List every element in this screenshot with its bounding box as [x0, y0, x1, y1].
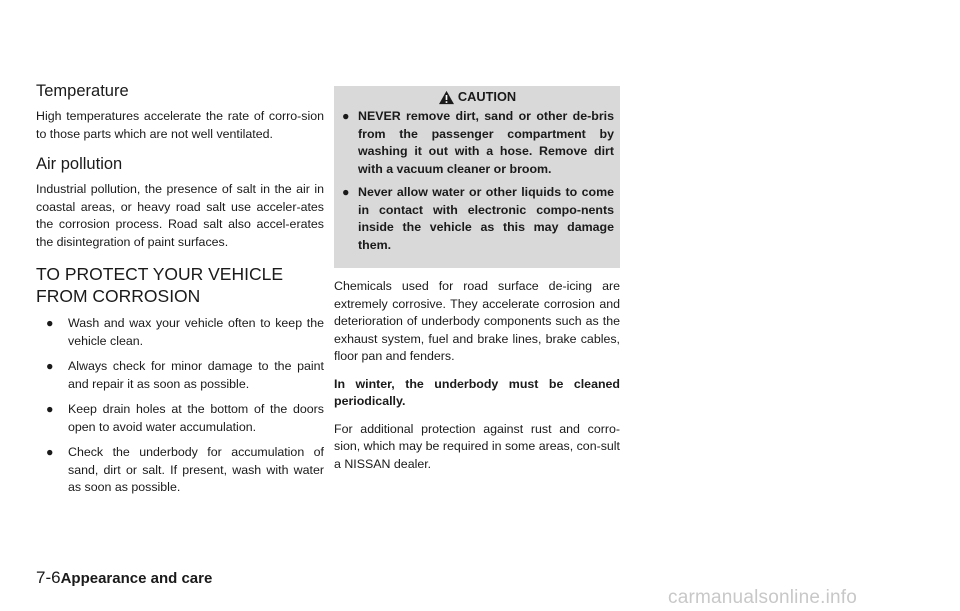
bullet-text: Always check for minor damage to the paint and repair it as soon as possible. [68, 359, 324, 391]
winter-text: In winter, the underbody must be cleaned periodically. [334, 376, 620, 408]
chapter-title: Appearance and care [60, 570, 213, 587]
protect-section-heading [36, 263, 324, 307]
additional-protection-text: For additional protection against rust and corro-sion, which may be required in some areas, con-sult a NISSAN dealer. [334, 421, 620, 471]
page-footer [36, 568, 212, 588]
warning-triangle-icon [438, 90, 455, 105]
air-pollution-heading: Air pollution [36, 155, 123, 173]
temperature-text: High temperatures accelerate the rate of corro-sion to those parts which are not well ventilated. [36, 109, 324, 141]
caution-list [340, 108, 614, 254]
list-item [46, 315, 324, 350]
bullet-text: Check the underbody for accumulation of sand, dirt or salt. If present, wash with water as soon as possible. [68, 445, 324, 494]
protect-heading-line1: TO PROTECT YOUR VEHICLE [36, 264, 283, 284]
caution-header [340, 86, 614, 108]
caution-item-text: Never allow water or other liquids to come in contact with electronic compo-nents inside the vehicle as this may damage them. [358, 185, 614, 252]
list-item [46, 358, 324, 393]
protect-bullet-list [36, 315, 324, 497]
bullet-icon: ● [46, 445, 54, 459]
list-item [46, 401, 324, 436]
protect-heading-line2: FROM CORROSION [36, 286, 201, 306]
caution-box [334, 86, 620, 268]
deicing-text: Chemicals used for road surface de-icing are extremely corrosive. They accelerate corrosion and deterioration of underbody components such as the exhaust system, fuel and brake lines, brake cables, floor pan and fenders. [334, 279, 620, 363]
bullet-icon: ● [342, 109, 350, 123]
list-item [340, 184, 614, 254]
bullet-icon: ● [46, 402, 54, 416]
caution-title: CAUTION [457, 89, 517, 104]
page-number: 7-6 [36, 568, 61, 587]
right-column [334, 86, 620, 483]
bullet-text: Wash and wax your vehicle often to keep the vehicle clean. [68, 316, 324, 348]
list-item [340, 108, 614, 178]
watermark: carmanualsonline.info [668, 587, 858, 608]
air-pollution-text: Industrial pollution, the presence of salt in the air in coastal areas, or heavy road salt use acceler-ates the corrosion process. Road salt also accel-erates the disintegration of paint surfaces. [36, 182, 324, 249]
bullet-text: Keep drain holes at the bottom of the doors open to avoid water accumulation. [68, 402, 324, 434]
bullet-icon: ● [342, 185, 350, 199]
temperature-heading: Temperature [36, 82, 129, 100]
caution-item-text: NEVER remove dirt, sand or other de-bris from the passenger compartment by washing it out with a hose. Remove dirt with a vacuum cleaner or broom. [358, 109, 614, 176]
bullet-icon: ● [46, 316, 54, 330]
list-item [46, 444, 324, 497]
bullet-icon: ● [46, 359, 54, 373]
left-column [36, 80, 324, 505]
